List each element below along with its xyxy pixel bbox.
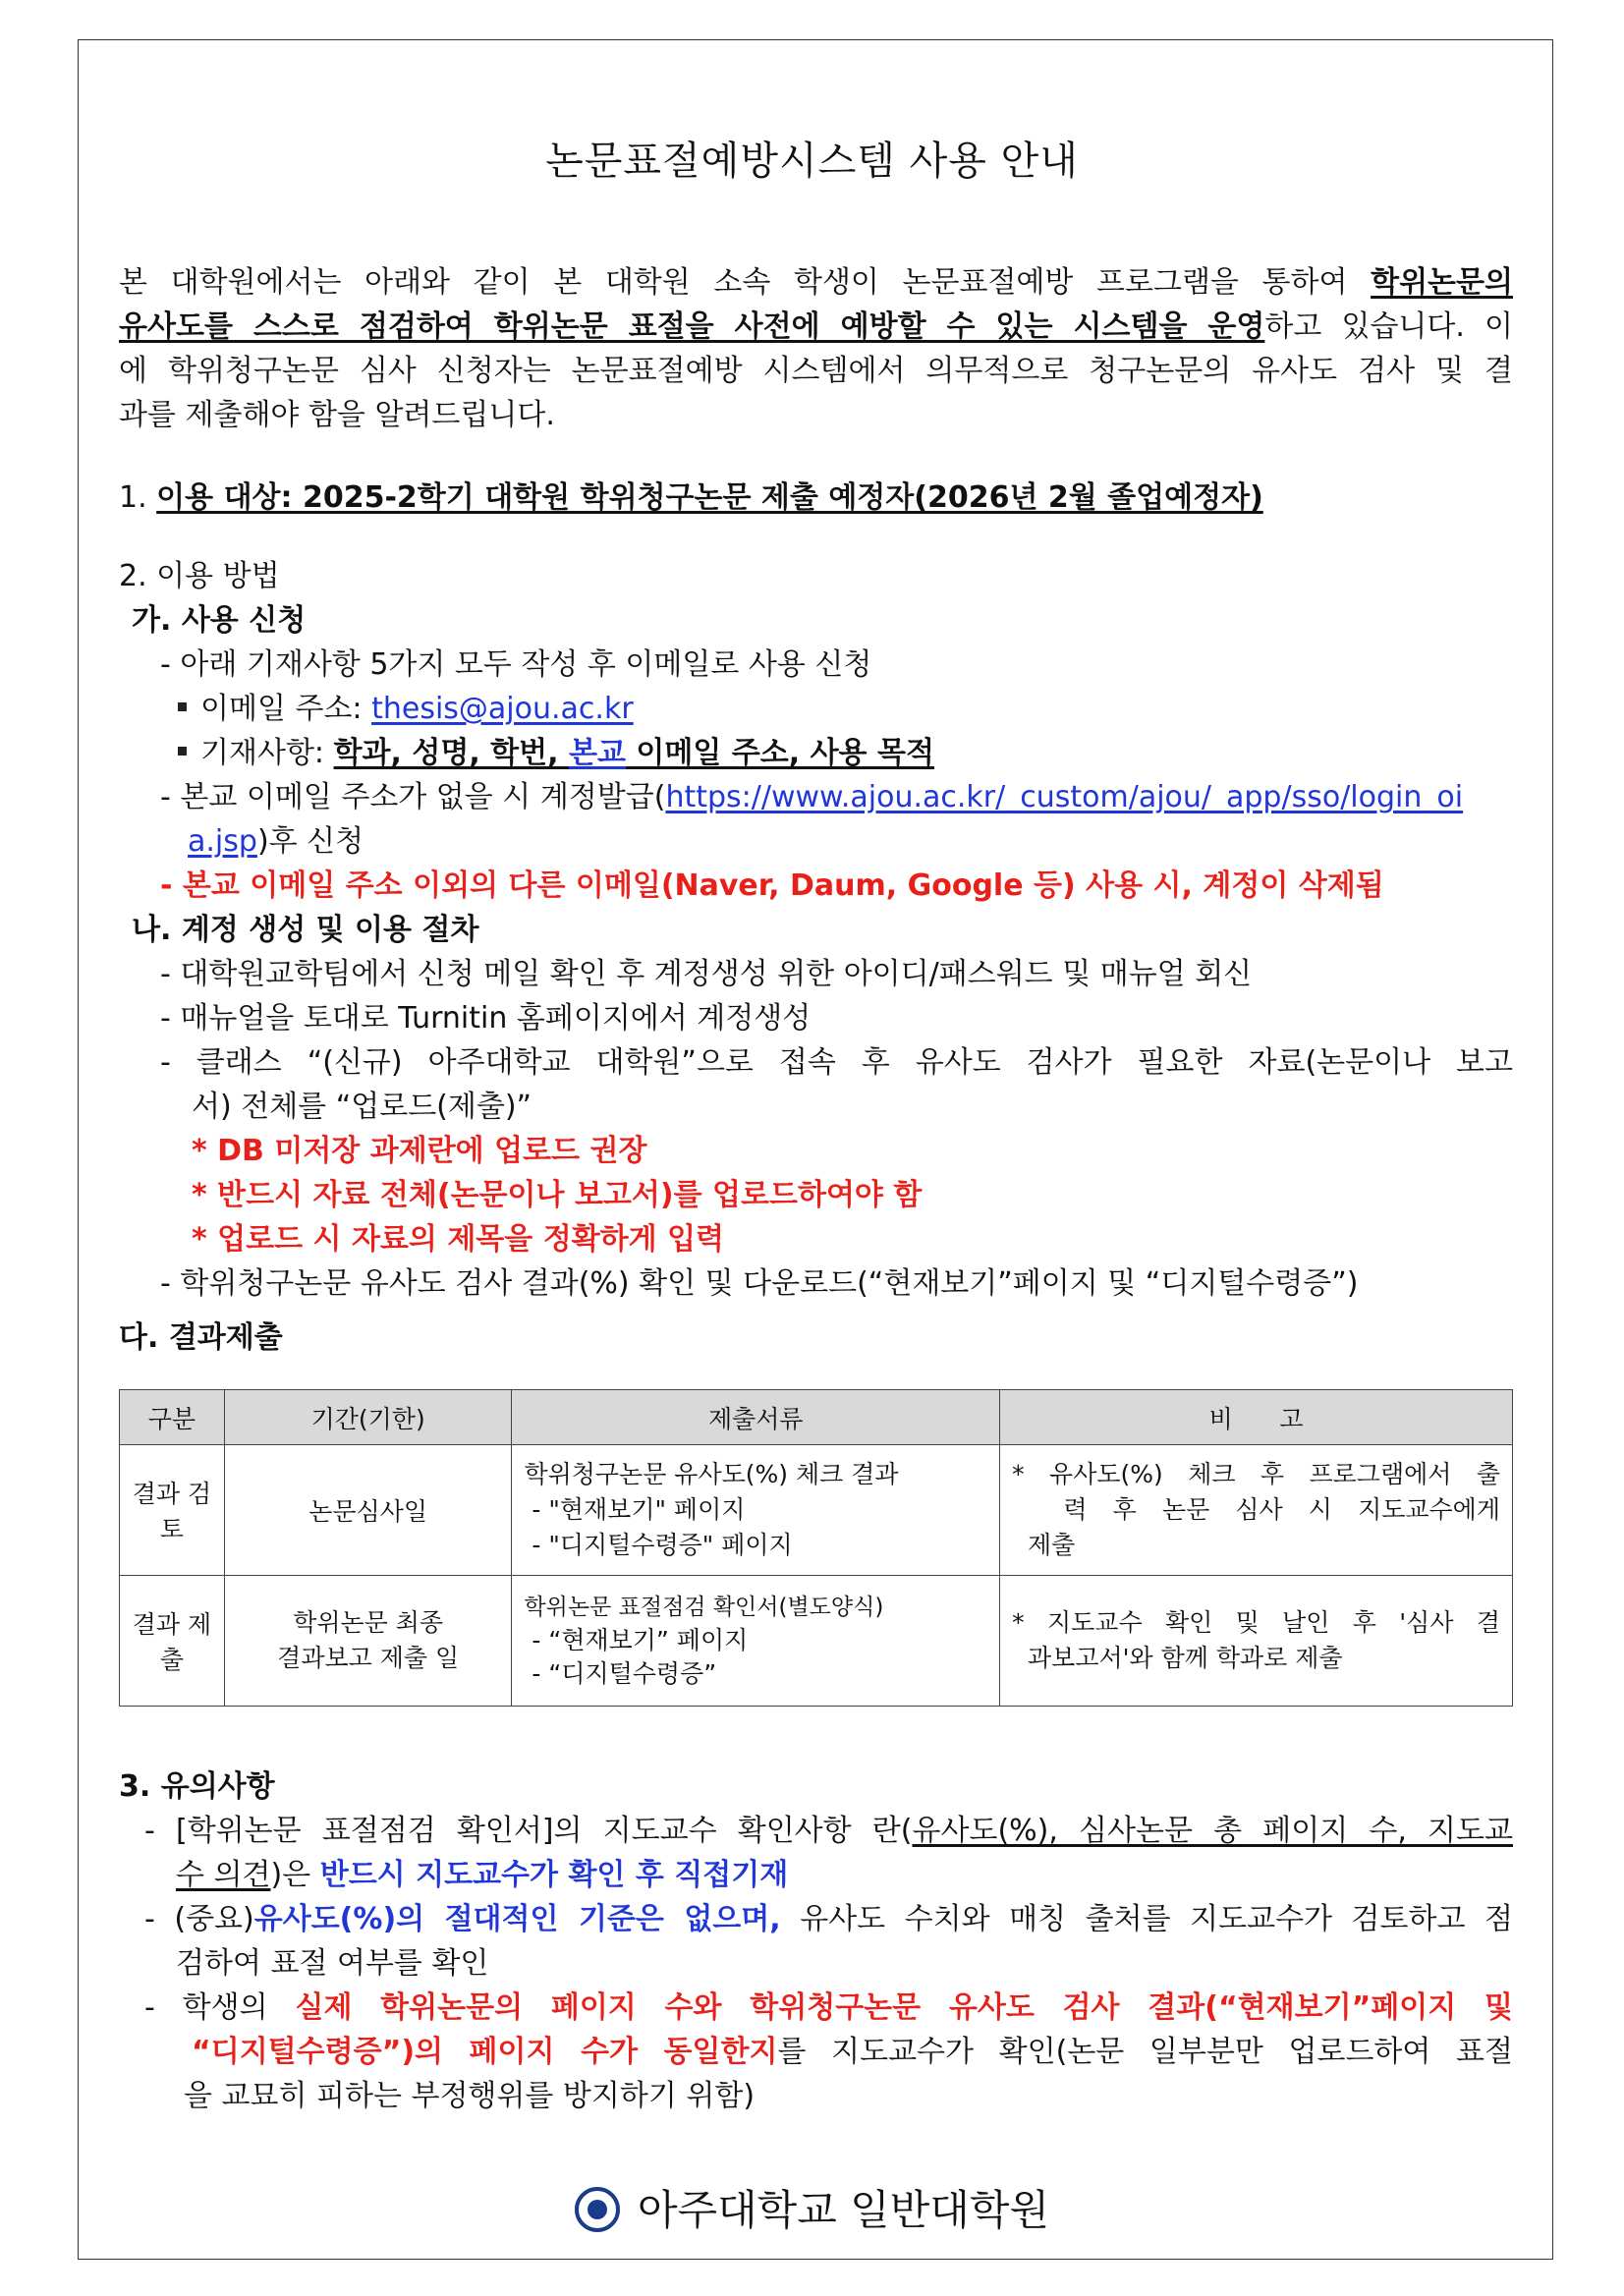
row-period: 학위논문 최종 결과보고 제출 일	[224, 1576, 512, 1707]
row-type: 결과 제출	[120, 1576, 225, 1707]
ga-item-3-warning: - 본교 이메일 주소 이외의 다른 이메일(Naver, Daum, Google 등) 사용 시, 계정이 삭제됨	[160, 868, 1384, 903]
section-1: 1. 이용 대상: 2025-2학기 대학원 학위청구논문 제출 예정자(2026년 2월 졸업예정자)	[119, 480, 1263, 515]
row-note: * 유사도(%) 체크 후 프로그램에서 출 력 후 논문 심사 시 지도교수에게 제출	[1000, 1445, 1513, 1576]
header-period: 기간(기한)	[224, 1390, 512, 1445]
subsection-ga: 가. 사용 신청	[132, 603, 307, 638]
caution-3-cont: “디지털수령증”)의 페이지 수가 동일한지를 지도교수가 확인(논문 일부분만 업로드하여 표절	[192, 2035, 1513, 2069]
na-item-3: - 클래스 “(신규) 아주대학교 대학원”으로 접속 후 유사도 검사가 필요한 자료(논문이나 보고	[160, 1045, 1513, 1080]
header-docs: 제출서류	[512, 1390, 1000, 1445]
section-2-heading: 2. 이용 방법	[119, 559, 280, 593]
na-item-2: - 매뉴얼을 토대로 Turnitin 홈페이지에서 계정생성	[160, 1001, 812, 1036]
bullet-icon	[178, 747, 187, 756]
row-type: 결과 검토	[120, 1445, 225, 1576]
bullet-icon	[178, 702, 187, 711]
row-note: * 지도교수 확인 및 날인 후 '심사 결 과보고서'와 함께 학과로 제출	[1000, 1576, 1513, 1707]
intro-line-3: 에 학위청구논문 심사 신청자는 논문표절예방 시스템에서 의무적으로 청구논문의 유사도 검사 및 결	[119, 354, 1513, 388]
sso-link[interactable]: https://www.ajou.ac.kr/_custom/ajou/_app/sso/login_oi	[665, 780, 1464, 814]
intro-line-1: 본 대학원에서는 아래와 같이 본 대학원 소속 학생이 논문표절예방 프로그램을 통하여 학위논문의	[119, 265, 1513, 300]
na-item-3-cont: 서) 전체를 “업로드(제출)”	[192, 1090, 532, 1124]
intro-line-2: 유사도를 스스로 점검하여 학위논문 표절을 사전에 예방할 수 있는 시스템을 운영하고 있습니다. 이	[119, 309, 1513, 344]
table-row	[120, 1576, 1513, 1707]
university-seal-icon	[575, 2187, 620, 2232]
table-header-row	[120, 1390, 1513, 1445]
row-period: 논문심사일	[224, 1445, 512, 1576]
sso-link-cont[interactable]: a.jsp	[188, 824, 257, 859]
result-table	[119, 1389, 1513, 1707]
section-3-heading: 3. 유의사항	[119, 1769, 275, 1804]
caution-1-cont: 수 의견)은 반드시 지도교수가 확인 후 직접기재	[176, 1858, 789, 1892]
header-type: 구분	[120, 1390, 225, 1445]
na-item-1: - 대학원교학팀에서 신청 메일 확인 후 계정생성 위한 아이디/패스워드 및 매뉴얼 회신	[160, 957, 1253, 991]
email-line: 이메일 주소: thesis@ajou.ac.kr	[178, 688, 634, 731]
university-name: 아주대학교 일반대학원	[637, 2186, 1050, 2234]
note-star-1: * DB 미저장 과제란에 업로드 권장	[192, 1134, 647, 1168]
subsection-na: 나. 계정 생성 및 이용 절차	[132, 913, 479, 947]
page-title: 논문표절예방시스템 사용 안내	[545, 139, 1079, 184]
items-line: 기재사항: 학과, 성명, 학번, 본교 이메일 주소, 사용 목적	[178, 732, 934, 775]
ga-item-2-cont: a.jsp)후 신청	[188, 824, 364, 859]
caution-2: - (중요)유사도(%)의 절대적인 기준은 없으며, 유사도 수치와 매칭 출처를 지도교수가 검토하고 점	[144, 1902, 1513, 1936]
caution-1: - [학위논문 표절점검 확인서]의 지도교수 확인사항 란(유사도(%), 심사논문 총 페이지 수, 지도교	[144, 1814, 1513, 1848]
subsection-da: 다. 결과제출	[119, 1320, 283, 1355]
caution-3: - 학생의 실제 학위논문의 페이지 수와 학위청구논문 유사도 검사 결과(“현재보기”페이지 및	[144, 1990, 1513, 2025]
footer	[0, 2178, 1624, 2237]
row-docs: 학위청구논문 유사도(%) 체크 결과 - "현재보기" 페이지 - "디지털수령증" 페이지	[512, 1445, 1000, 1576]
ga-item-1: - 아래 기재사항 5가지 모두 작성 후 이메일로 사용 신청	[160, 647, 872, 682]
caution-2-cont: 검하여 표절 여부를 확인	[176, 1946, 489, 1981]
na-item-4: - 학위청구논문 유사도 검사 결과(%) 확인 및 다운로드(“현재보기”페이지 및 “디지털수령증”)	[160, 1266, 1359, 1301]
table-row	[120, 1445, 1513, 1576]
note-star-3: * 업로드 시 자료의 제목을 정확하게 입력	[192, 1222, 725, 1257]
ga-item-2: - 본교 이메일 주소가 없을 시 계정발급(https://www.ajou.ac.kr/_custom/ajou/_app/sso/login_oi	[160, 780, 1464, 814]
email-link[interactable]: thesis@ajou.ac.kr	[371, 692, 634, 726]
row-docs: 학위논문 표절점검 확인서(별도양식) - “현재보기” 페이지 - “디지털수령증”	[512, 1576, 1000, 1707]
header-note: 비 고	[1000, 1390, 1513, 1445]
note-star-2: * 반드시 자료 전체(논문이나 보고서)를 업로드하여야 함	[192, 1178, 923, 1212]
intro-line-4: 과를 제출해야 함을 알려드립니다.	[119, 398, 555, 432]
caution-3-end: 을 교묘히 피하는 부정행위를 방지하기 위함)	[184, 2079, 756, 2113]
